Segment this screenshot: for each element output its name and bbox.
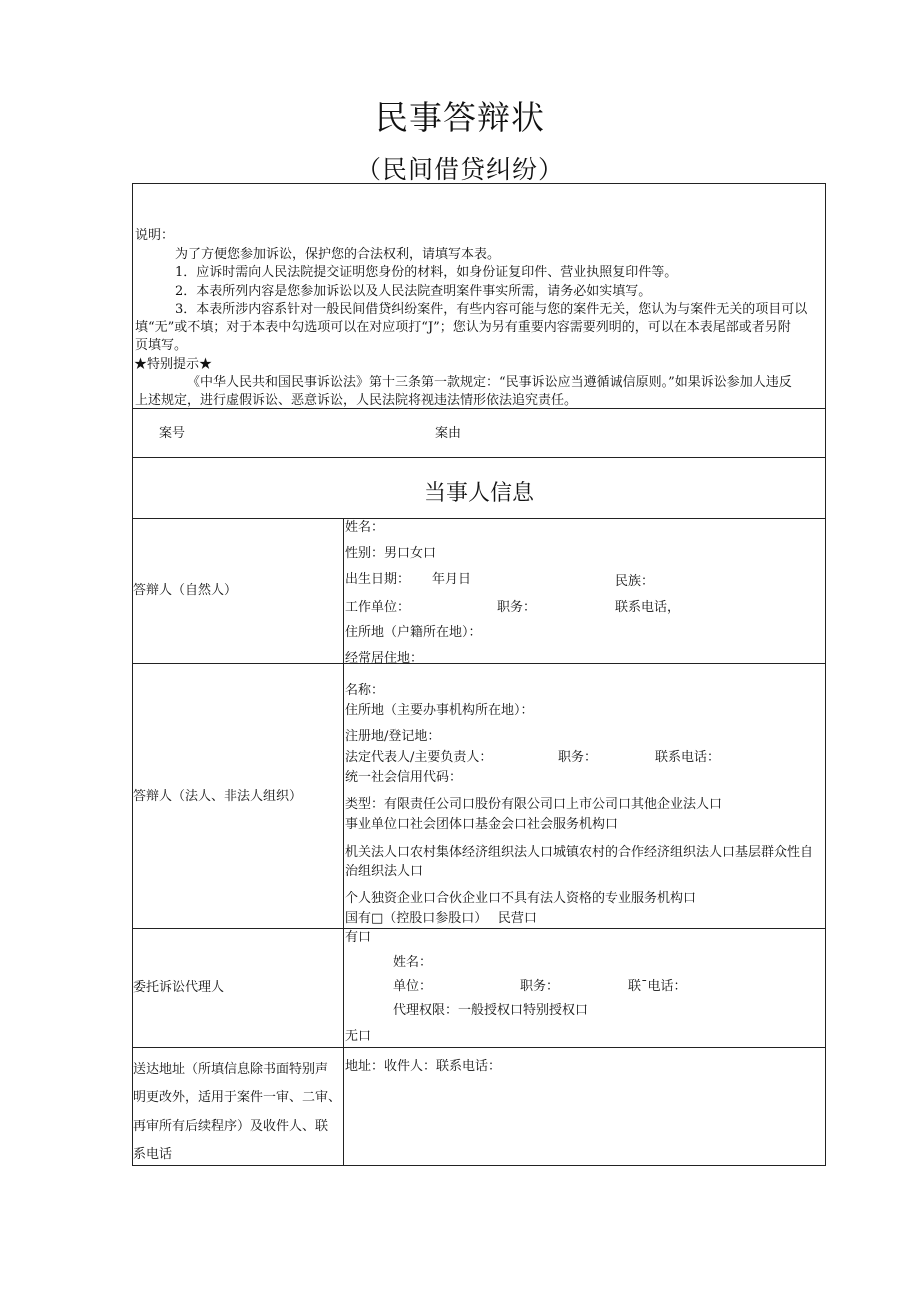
np-position-field[interactable]: 职务： bbox=[497, 600, 537, 615]
agent-position-field[interactable]: 职务： bbox=[520, 979, 560, 994]
service-label-line-4: 系电话 bbox=[133, 1147, 173, 1162]
case-number-label: 案号 bbox=[159, 426, 186, 441]
agent-name-field[interactable]: 姓名： bbox=[393, 955, 433, 970]
notes-item-1: 1．应诉时需向人民法院提交证明您身份的材料，如身份证复印件、营业执照复印件等。 bbox=[175, 265, 678, 280]
lp-name-field[interactable]: 名称： bbox=[345, 683, 385, 698]
service-address-field[interactable]: 地址：收件人：联系电话： bbox=[345, 1059, 502, 1074]
notes-item-3-line-3: 页填写。 bbox=[135, 338, 188, 353]
document-title: 民事答辩状 bbox=[375, 98, 545, 137]
document-subtitle: （民间借贷纠纷） bbox=[355, 155, 564, 184]
natural-person-label: 答辩人（自然人） bbox=[133, 583, 238, 598]
np-domicile-field[interactable]: 住所地（户籍所在地）： bbox=[345, 625, 482, 640]
notes-heading: 说明： bbox=[135, 228, 175, 243]
agent-has-checkbox[interactable]: 有口 bbox=[345, 930, 372, 945]
agent-none-checkbox[interactable]: 无口 bbox=[345, 1029, 372, 1044]
rule-agent-bottom bbox=[132, 1047, 826, 1048]
lp-position-field[interactable]: 职务： bbox=[558, 750, 598, 765]
np-gender-field[interactable]: 性别：男口女口 bbox=[345, 546, 437, 561]
lp-phone-field[interactable]: 联系电话： bbox=[655, 750, 721, 765]
notes-item-3-line-1: 3．本表所涉内容系针对一般民间借贷纠纷案件，有些内容可能与您的案件无关，您认为与案件无关的项目可以 bbox=[175, 302, 808, 317]
lp-type-line-4[interactable]: 治组织法人口 bbox=[345, 864, 424, 879]
np-residence-field[interactable]: 经常居住地： bbox=[345, 651, 424, 666]
lp-type-line-2[interactable]: 事业单位口社会团体口基金会口社会服务机构口 bbox=[345, 817, 619, 832]
warning-line-2: 上述规定，进行虚假诉讼、恶意诉讼，人民法院将视违法情形依法追究责任。 bbox=[135, 393, 578, 408]
lp-address-field[interactable]: 住所地（主要办事机构所在地）： bbox=[345, 703, 534, 718]
agent-label: 委托诉讼代理人 bbox=[133, 980, 225, 995]
lp-credit-code-field[interactable]: 统一社会信用代码： bbox=[345, 770, 463, 785]
service-label-line-3: 再审所有后续程序）及收件人、联 bbox=[133, 1119, 329, 1134]
legal-person-label: 答辩人（法人、非法人组织） bbox=[133, 789, 303, 804]
rule-natural-bottom bbox=[132, 663, 826, 664]
service-label-line-2: 明更改外，适用于案件一审、二审、 bbox=[133, 1090, 342, 1105]
lp-type-line-5[interactable]: 个人独资企业口合伙企业口不具有法人资格的专业服务机构口 bbox=[345, 891, 697, 906]
lp-type-line-1[interactable]: 类型：有限责任公司口股份有限公司口上市公司口其他企业法人口 bbox=[345, 797, 723, 812]
rule-section-bottom bbox=[132, 518, 826, 519]
np-name-field[interactable]: 姓名： bbox=[345, 520, 385, 535]
warning-line-1: 《中华人民共和国民事诉讼法》第十三条第一款规定：“民事诉讼应当遵循诚信原则。”如果诉讼参加人违反 bbox=[187, 375, 792, 390]
lp-type-line-3[interactable]: 机关法人口农村集体经济组织法人口城镇农村的合作经济组织法人口基层群众性自 bbox=[345, 845, 814, 860]
np-work-field[interactable]: 工作单位： bbox=[345, 600, 411, 615]
lp-registry-field[interactable]: 注册地/登记地： bbox=[345, 729, 441, 744]
notes-item-3-line-2: 填“无”或不填；对于本表中勾选项可以在对应项打“J”；您认为另有重要内容需要列明的，可以在本表尾部或者另附 bbox=[135, 320, 791, 335]
column-divider bbox=[343, 518, 344, 1166]
warning-heading: ★特别提示★ bbox=[134, 357, 213, 372]
agent-unit-field[interactable]: 单位： bbox=[393, 979, 433, 994]
rule-case-bottom bbox=[132, 457, 826, 458]
notes-item-2: 2．本表所列内容是您参加诉讼以及人民法院查明案件事实所需，请务必如实填写。 bbox=[175, 284, 652, 299]
party-info-heading: 当事人信息 bbox=[423, 481, 534, 506]
lp-type-line-6[interactable]: 国有□（控股口参股口） 民营口 bbox=[345, 911, 537, 926]
np-birth-label: 出生日期： bbox=[345, 572, 411, 587]
service-label-line-1: 送达地址（所填信息除书面特别声 bbox=[133, 1062, 329, 1077]
np-phone-field[interactable]: 联系电话， bbox=[615, 600, 681, 615]
lp-representative-field[interactable]: 法定代表人/主要负责人： bbox=[345, 750, 493, 765]
agent-phone-field[interactable]: 联ˉ电话： bbox=[628, 979, 687, 994]
case-cause-label: 案由 bbox=[435, 426, 462, 441]
np-birth-ymd[interactable]: 年月日 bbox=[432, 572, 472, 587]
notes-intro: 为了方便您参加诉讼，保护您的合法权利，请填写本表。 bbox=[175, 247, 501, 262]
np-ethnicity-field[interactable]: 民族： bbox=[615, 574, 655, 589]
agent-authority-field[interactable]: 代理权限：一般授权口特别授权口 bbox=[393, 1003, 589, 1018]
